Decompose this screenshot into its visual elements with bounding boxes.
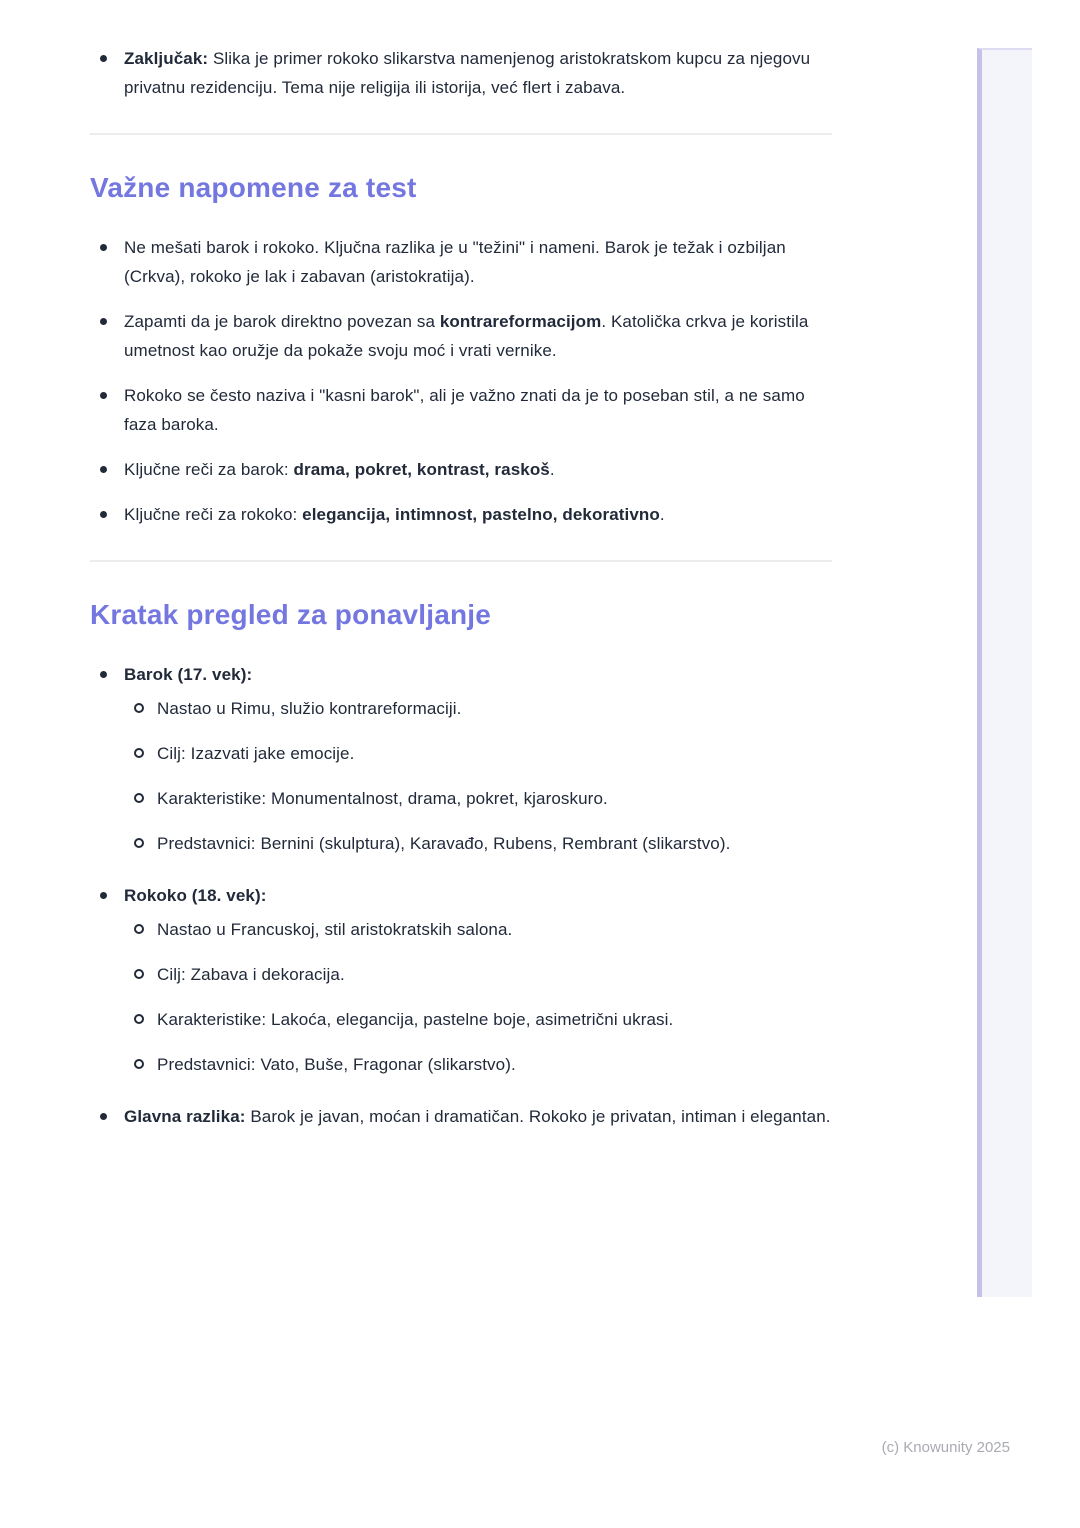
list-item-rokoko xyxy=(90,881,832,1079)
note-text: Ne mešati barok i rokoko. Ključna razlika je u "težini" i nameni. Barok je težak i ozbiljan (Crkva), rokoko je lak i zabavan (aristokratija). xyxy=(124,238,786,286)
list-item-conclusion xyxy=(90,44,832,102)
sub-list-item xyxy=(124,1050,832,1079)
list-item-glavna-razlika xyxy=(90,1102,832,1131)
barok-sublist xyxy=(124,694,832,858)
note-bold: drama, pokret, kontrast, raskoš xyxy=(293,460,550,479)
difference-label: Glavna razlika: xyxy=(124,1107,246,1126)
difference-text: Barok je javan, moćan i dramatičan. Rokoko je privatan, intiman i elegantan. xyxy=(245,1107,831,1126)
sub-item-text: Predstavnici: Bernini (skulptura), Karavađo, Rubens, Rembrant (slikarstvo). xyxy=(157,834,731,853)
note-text: Zapamti da je barok direktno povezan sa xyxy=(124,312,440,331)
sub-list-item xyxy=(124,1005,832,1034)
section-divider xyxy=(90,560,832,562)
page-edge-strip xyxy=(977,48,1032,1297)
copyright-footer: (c) Knowunity 2025 xyxy=(881,1439,1010,1456)
note-text: . xyxy=(549,460,555,479)
conclusion-text: Slika je primer rokoko slikarstva namenjenog aristokratskom kupcu za njegovu privatnu rezidenciju. Tema nije religija ili istorija, već flert i zabava. xyxy=(124,49,811,97)
sub-list-item xyxy=(124,739,832,768)
list-item xyxy=(90,307,832,365)
note-text: Ključne reči za barok: xyxy=(124,460,294,479)
sub-item-text: Nastao u Rimu, služio kontrareformaciji. xyxy=(157,699,462,718)
note-text: Rokoko se često naziva i "kasni barok", ali je važno znati da je to poseban stil, a ne samo faza baroka. xyxy=(124,386,805,434)
rokoko-sublist xyxy=(124,915,832,1079)
conclusion-label: Zaključak: xyxy=(124,49,209,68)
list-item xyxy=(90,455,832,484)
note-text: . xyxy=(659,505,665,524)
sub-item-text: Predstavnici: Vato, Buše, Fragonar (slikarstvo). xyxy=(157,1055,516,1074)
note-text: . Katolička crkva je koristila umetnost kao oružje da pokaže svoju moć i vrati vernike. xyxy=(124,312,809,360)
review-list xyxy=(90,660,832,1131)
notes-list xyxy=(90,233,832,529)
sub-list-item xyxy=(124,915,832,944)
group-title: Barok (17. vek): xyxy=(124,665,253,684)
sub-list-item xyxy=(124,829,832,858)
section-heading-kratak-pregled: Kratak pregled za ponavljanje xyxy=(90,599,492,630)
sub-list-item xyxy=(124,694,832,723)
note-text: Ključne reči za rokoko: xyxy=(124,505,303,524)
conclusion-list xyxy=(90,44,832,102)
sub-item-text: Karakteristike: Monumentalnost, drama, pokret, kjaroskuro. xyxy=(157,789,608,808)
sub-list-item xyxy=(124,784,832,813)
note-bold: elegancija, intimnost, pastelno, dekorativno xyxy=(302,505,660,524)
sub-item-text: Cilj: Izazvati jake emocije. xyxy=(157,744,355,763)
section-heading-vazne-napomene: Važne napomene za test xyxy=(90,172,417,203)
list-item xyxy=(90,381,832,439)
group-title: Rokoko (18. vek): xyxy=(124,886,267,905)
document-content xyxy=(90,44,832,1147)
sub-item-text: Nastao u Francuskoj, stil aristokratskih salona. xyxy=(157,920,513,939)
sub-item-text: Karakteristike: Lakoća, elegancija, pastelne boje, asimetrični ukrasi. xyxy=(157,1010,674,1029)
list-item xyxy=(90,233,832,291)
sub-item-text: Cilj: Zabava i dekoracija. xyxy=(157,965,345,984)
list-item xyxy=(90,500,832,529)
section-divider xyxy=(90,133,832,135)
note-bold: kontrareformacijom xyxy=(439,312,602,331)
sub-list-item xyxy=(124,960,832,989)
list-item-barok xyxy=(90,660,832,858)
